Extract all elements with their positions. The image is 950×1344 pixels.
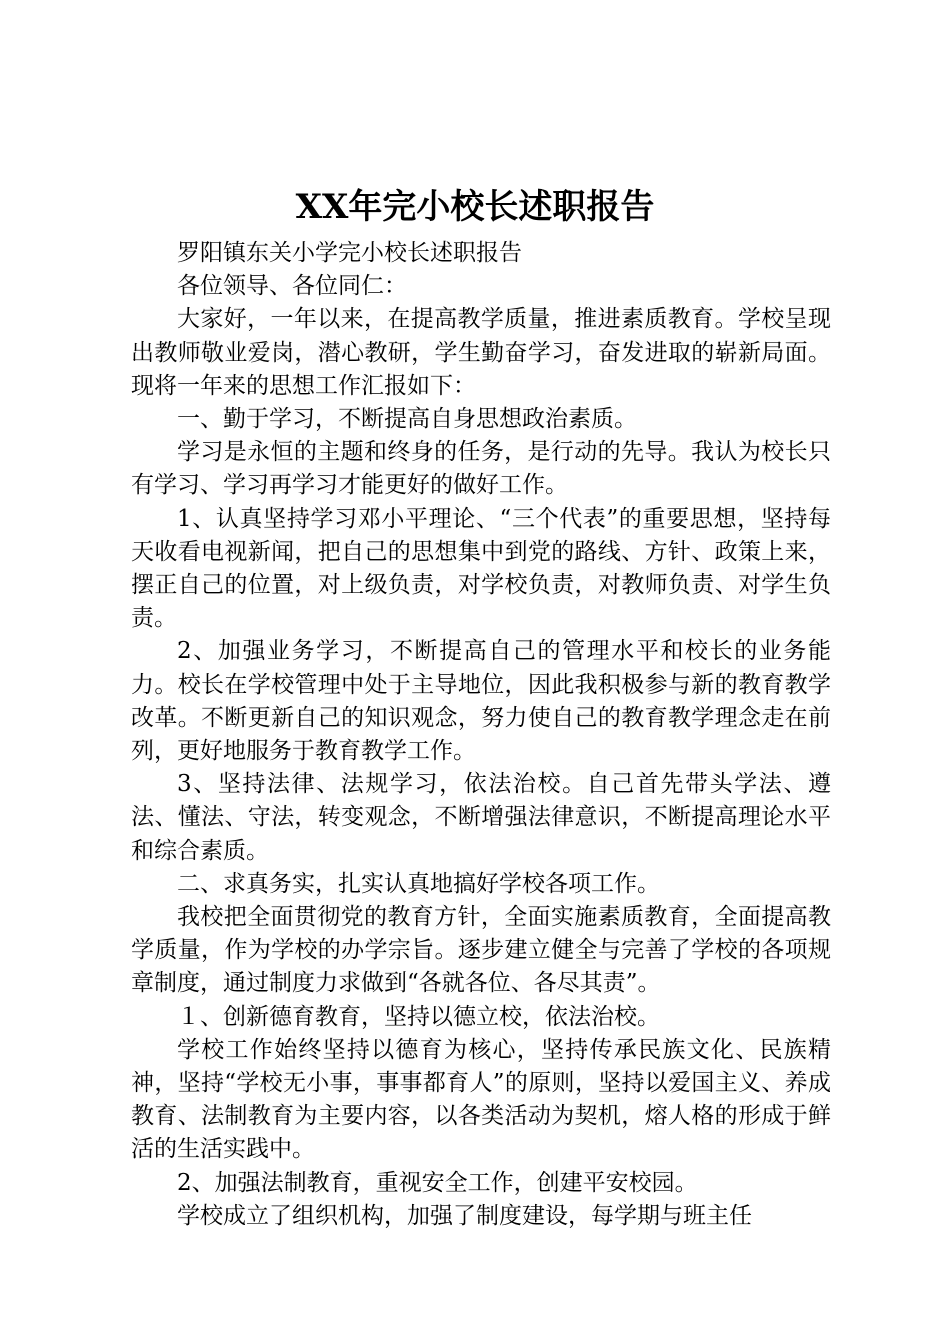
subheading: １、创新德育教育，坚持以德立校，依法治校。 bbox=[177, 1003, 660, 1030]
document-body bbox=[131, 237, 831, 1233]
paragraph: 学校工作始终坚持以德育为核心，坚持传承民族文化、民族精神，坚持“学校无小事，事事都育人”的原则，坚持以爱国主义、养成教育、法制教育为主要内容，以各类活动为契机，熔人格的形成于鲜活的生活实践中。 bbox=[131, 1036, 831, 1163]
paragraph: 3、坚持法律、法规学习，依法治校。自己首先带头学法、遵法、懂法、守法，转变观念，不断增强法律意识，不断提高理论水平和综合素质。 bbox=[131, 771, 831, 864]
section-heading-1: 一、勤于学习，不断提高自身思想政治素质。 bbox=[177, 406, 637, 433]
document-title: XX年完小校长述职报告 bbox=[295, 187, 655, 227]
section-heading-2: 二、求真务实，扎实认真地搞好学校各项工作。 bbox=[177, 870, 660, 897]
paragraph: 学校成立了组织机构，加强了制度建设，每学期与班主任 bbox=[177, 1202, 752, 1229]
paragraph: 2、加强业务学习，不断提高自己的管理水平和校长的业务能力。校长在学校管理中处于主导地位，因此我积极参与新的教育教学改革。不断更新自己的知识观念，努力使自己的教育教学理念走在前列，更好地服务于教育教学工作。 bbox=[131, 638, 831, 765]
paragraph: 1、认真坚持学习邓小平理论、“三个代表”的重要思想，坚持每天收看电视新闻，把自己的思想集中到党的路线、方针、政策上来，摆正自己的位置，对上级负责，对学校负责，对教师负责、对学生负责。 bbox=[131, 505, 831, 632]
paragraph: 我校把全面贯彻党的教育方针，全面实施素质教育，全面提高教学质量，作为学校的办学宗旨。逐步建立健全与完善了学校的各项规章制度，通过制度力求做到“各就各位、各尽其责”。 bbox=[131, 904, 831, 997]
paragraph-intro: 大家好，一年以来，在提高教学质量，推进素质教育。学校呈现出教师敬业爱岗，潜心教研，学生勤奋学习，奋发进取的崭新局面。现将一年来的思想工作汇报如下： bbox=[131, 306, 831, 399]
paragraph: 学习是永恒的主题和终身的任务，是行动的先导。我认为校长只有学习、学习再学习才能更好的做好工作。 bbox=[131, 439, 831, 499]
paragraph-school-name: 罗阳镇东关小学完小校长述职报告 bbox=[177, 240, 522, 266]
subheading: 2、加强法制教育，重视安全工作，创建平安校园。 bbox=[177, 1169, 698, 1196]
paragraph-salutation: 各位领导、各位同仁： bbox=[177, 273, 407, 300]
